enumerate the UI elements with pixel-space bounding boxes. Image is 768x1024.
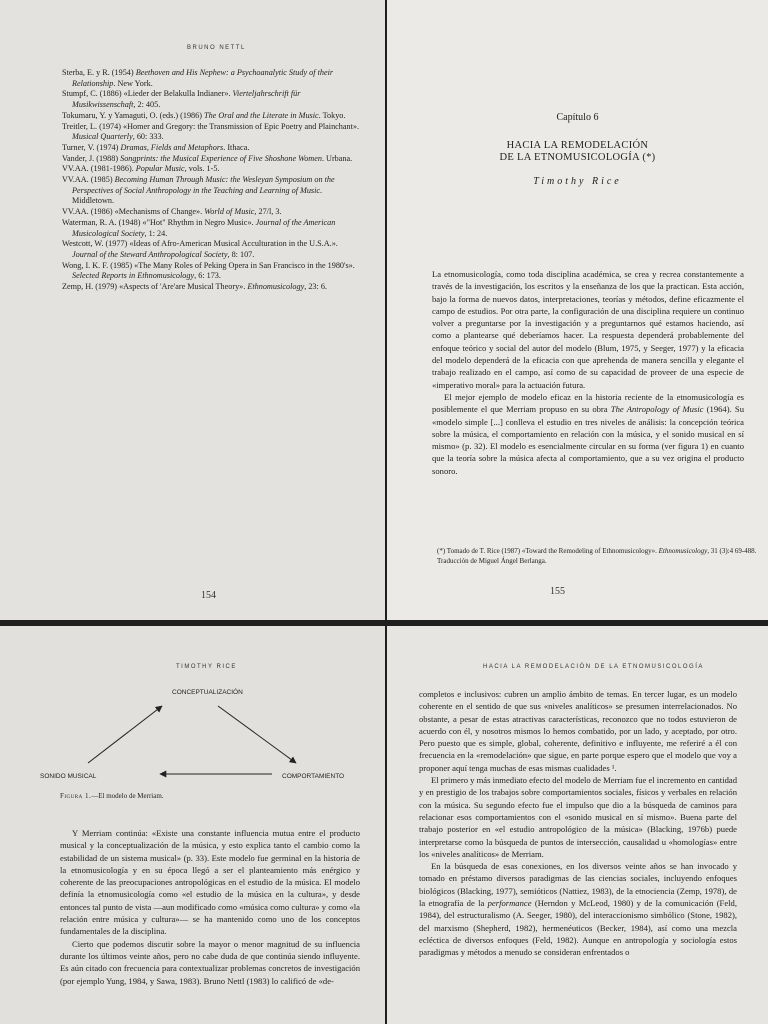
running-head: TIMOTHY RICE bbox=[176, 664, 237, 670]
paragraph: Cierto que podemos discutir sobre la mayor o menor magnitud de su influencia durante los últimos veinte años, pero no cabe duda de que continúa siendo influyente. Es aún citado con frecuencia para contextualizar problemas concretos de investigación (por ejemplo Yung, 1984, y Sawa, 1983). Bruno Nettl (1983) lo calificó de «de- bbox=[60, 938, 360, 986]
page-number: 154 bbox=[201, 590, 216, 601]
main-text bbox=[419, 688, 737, 959]
reference-entry: VV.AA. (1985) Becoming Human Through Music: the Wesleyan Symposium on the Perspectives of Social Anthropology in the Teaching and Learning of Music. Middletown. bbox=[62, 175, 335, 206]
reference-list bbox=[62, 68, 362, 293]
footnote: (*) Tomado de T. Rice (1987) «Toward the Remodeling of Ethnomusicology». Ethnomusicology, 31 (3):4 69-488. Traducción de Miguel Ángel Berlanga. bbox=[437, 547, 757, 565]
reference-entry: Waterman, R. A. (1948) «"Hot" Rhythm in Negro Music». Journal of the American Musicological Society, 1: 24. bbox=[62, 217, 336, 238]
chapter-title bbox=[387, 140, 768, 164]
diagram-label-left: SONIDO MUSICAL bbox=[40, 773, 97, 780]
reference-entry: Vander, J. (1988) Songprints: the Musical Experience of Five Shoshone Women. Urbana. bbox=[62, 153, 353, 163]
paragraph: En la búsqueda de esas conexiones, en los diversos veinte años se han invocado y tomado en préstamo diversos paradigmas de las ciencias sociales, incluyendo enfoques biológicos (Blacking, 1977), semióticos (Nattiez, 1983), de la etnociencia (Zemp, 1978), de la etnografía de la performance (Herndon y McLeod, 1980) y de la comunicación (Feld, 1984), del estructuralismo (A. Seeger, 1980), del interaccionismo simbólico (Stone, 1982), del marxismo (Shepherd, 1982), hermenéuticos (Becker, 1984), así como una mezcla ecléctica de diversos enfoques (Feld, 1982). Aunque en antropología y sociología estos paradigmas y métodos a menudo se consideran enfrentados o bbox=[419, 861, 737, 958]
diagram-label-right: COMPORTAMIENTO bbox=[282, 773, 345, 780]
reference-entry: VV.AA. (1981-1986). Popular Music, vols. 1-5. bbox=[62, 164, 220, 174]
reference-entry: Wong, I. K. F. (1985) «The Many Roles of Peking Opera in San Francisco in the 1980's». Selected Reports in Ethnomusicology, 6: 173. bbox=[62, 260, 355, 281]
page-155 bbox=[387, 0, 768, 620]
chapter-title-line2: DE LA ETNOMUSICOLOGÍA (*) bbox=[499, 152, 656, 163]
main-text bbox=[60, 827, 360, 987]
reference-entry: VV.AA. (1986) «Mechanisms of Change». World of Music, 27/l, 3. bbox=[62, 207, 282, 217]
diagram-label-top: CONCEPTUALIZACIÓN bbox=[172, 689, 243, 696]
paragraph: La etnomusicología, como toda disciplina académica, se crea y recrea constantemente a través de la investigación, los escritos y la enseñanza de los que la practican. Esta acción, bajo la forma de nuevos datos, interpretaciones, teorías y métodos, define eficazmente el campo de estudios. Por otra parte, la configuración de una disciplina requiere un continuo volver a preguntarse por la investigación y a preguntarnos qué estamos haciendo, así como a plantearse qué deberíamos hacer. La respuesta dependerá probablemente del enfoque teórico y social del autor del modelo (Blum, 1975, y Seeger, 1977) y la eficacia del modelo dependerá de la eficacia con que aprehenda de manera sencilla y elegante el trabajo realizado en el campo, así como de su capacidad de proveer de una especie de «imperativo moral» para la actuación futura. bbox=[432, 269, 744, 390]
paragraph: completos e inclusivos: cubren un amplio ámbito de temas. En tercer lugar, es un modelo coherente en el sentido de que sus «niveles analíticos» se presumen interrelacionados. No obstante, a pesar de estas atractivas características, reconozco que no todos estuvieron de acuerdo con él, y nosotros mismos lo hemos combatido, por un lado, y aceptado, por otro. Pero puesto que es simple, global, coherente, definitivo e influyente, me referiré a él con frecuencia en la «remodelación» que sigue, en parte porque espero que el modelo que voy a proponer aquí tenga muchas de esas mismas cualidades ¹. bbox=[419, 689, 737, 773]
main-text bbox=[432, 268, 744, 477]
merriam-model-diagram bbox=[0, 626, 385, 786]
running-head: BRUNO NETTL bbox=[187, 45, 246, 51]
paragraph: El primero y más inmediato efecto del modelo de Merriam fue el incremento en cantidad y en prestigio de los trabajos sobre comportamientos sociales, físicos y verbales en relación con la música. Su segundo efecto fue el impulso que dio a la búsqueda de caminos para relacionar esos comportamientos con el «sonido musical en sí mismo». Buena parte del trabajo posterior en «el estudio antropológico de la música» (Blacking, 1976b) puede interpretarse como la búsqueda de puntos de intersección, causalidad u «homologías» entre los «niveles analíticos» de Merriam. bbox=[419, 775, 737, 859]
reference-entry: Zemp, H. (1979) «Aspects of 'Are'are Musical Theory». Ethnomusicology, 23: 6. bbox=[62, 282, 327, 292]
reference-entry: Treitler, L. (1974) «Homer and Gregory: the Transmission of Epic Poetry and Plainchant». Musical Quarterly, 60: 333. bbox=[62, 121, 360, 142]
reference-entry: Sterba, E. y R. (1954) Beethoven and His Nephew: a Psychoanalytic Study of their Relationship. New York. bbox=[62, 68, 334, 88]
reference-entry: Tokumaru, Y. y Yamaguti, O. (eds.) (1986) The Oral and the Literate in Music. Tokyo. bbox=[62, 110, 346, 120]
chapter-title-line1: HACIA LA REMODELACIÓN bbox=[506, 140, 649, 151]
reference-entry: Turner, V. (1974) Dramas, Fields and Metaphors. Ithaca. bbox=[62, 142, 250, 152]
arrow-concept-to-behavior bbox=[218, 706, 296, 763]
reference-entry: Stumpf, C. (1886) «Lieder der Belakulla Indianer». Vierteljahrschrift für Musikwissenschaft, 2: 405. bbox=[62, 89, 301, 110]
page-hacia-la-remodelacion bbox=[387, 626, 768, 1024]
author-name: Timothy Rice bbox=[533, 176, 622, 187]
figure-caption: Figura 1.—El modelo de Merriam. bbox=[60, 792, 164, 800]
chapter-label: Capítulo 6 bbox=[556, 112, 599, 123]
reference-entry: Westcott, W. (1977) «Ideas of Afro-American Musical Acculturation in the U.S.A.». Journal of the Steward Anthropological Society, 8: 107. bbox=[62, 239, 338, 259]
paragraph: El mejor ejemplo de modelo eficaz en la historia reciente de la etnomusicología es posiblemente el que Merriam propuso en su obra The Antropology of Music (1964). Su «modelo simple [...] conlleva el estudio en tres niveles de análisis: la concepción teórica sobre la música, el comportamiento en relación con la música, y el sonido musical en sí mismo» (p. 32). El modelo es esencialmente circular en su forma (ver figura 1) en cuanto que la teoría sobre la música afecta al comportamiento, que a su vez origina el producto sonoro. bbox=[432, 391, 745, 476]
page-timothy-rice bbox=[0, 626, 385, 1024]
paragraph: Y Merriam continúa: «Existe una constante influencia mutua entre el producto musical y la conceptualización de la música, y esto explica tanto el cambio como la estabilidad de un sistema musical» (p. 33). Este modelo fue germinal en la historia de la etnomusicología y en su época llegó a ser el planteamiento más enérgico y coherente de las preocupaciones antropológicas en el estudio de la música. El modelo definía la etnomusicología como «el estudio de la música en la cultura», y desde entonces tal punto de vista —aun modificado como «música como cultura» y como «la relación entre música y cultura»— se ha mantenido como uno de los conceptos fundamentales de la disciplina. bbox=[60, 828, 360, 937]
running-head: HACIA LA REMODELACIÓN DE LA ETNOMUSICOLOGÍA bbox=[483, 664, 704, 670]
page-number: 155 bbox=[550, 586, 565, 597]
arrow-sound-to-concept bbox=[88, 706, 162, 763]
page-154 bbox=[0, 0, 385, 620]
